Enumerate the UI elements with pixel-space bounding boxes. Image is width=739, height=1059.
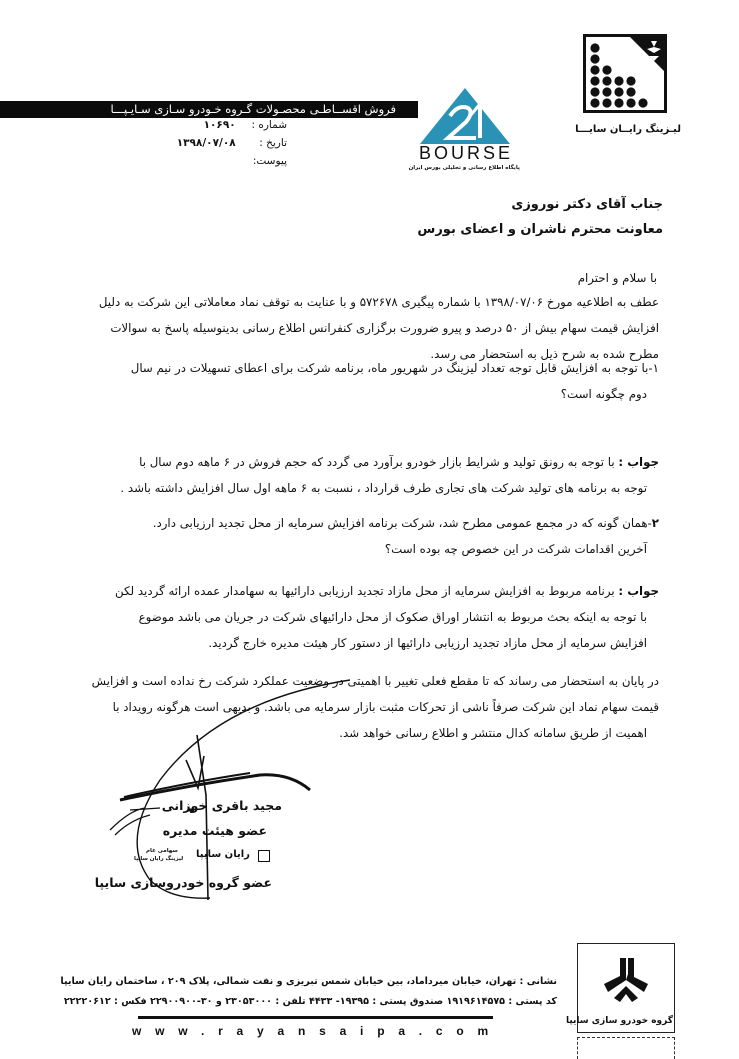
bourse-logo xyxy=(410,86,520,178)
recipient-name: جناب آقای دکتر نوروزی xyxy=(511,197,663,212)
stamp-company-name: لیزینگ رایان سایپا xyxy=(134,856,184,862)
closing-line: قیمت سهام نماد این شرکت صرفاً ناشی از تحرکات مثبت بازار سرمایه می باشد. و بدیهی است هرگونه رویداد با xyxy=(112,700,659,714)
leasing-name: لیـزینگ رایــان سایـــا xyxy=(575,124,681,135)
recipient-title: معاونت محترم ناشران و اعضای بورس xyxy=(417,222,663,237)
answer-line: افزایش سرمایه از محل مازاد تجدید ارزیابی دارائیها از دستور کار هیئت مدیره خارج گردید. xyxy=(208,636,647,650)
bourse-subtitle: پایگاه اطلاع رسانی و تحلیلی بورس ایران xyxy=(408,165,520,171)
leasing-rayan-saipa-logo xyxy=(577,31,681,141)
answer-text: با توجه به رونق تولید و شرایط بازار خودرو برآورد می گردد که حجم فروش در ۶ ماهه دوم سال با xyxy=(139,455,619,469)
answer-1 xyxy=(39,449,659,501)
greeting: با سلام و احترام xyxy=(577,271,657,285)
stamp-logo-icon xyxy=(258,850,270,862)
footer-divider xyxy=(138,1016,493,1019)
answer-line: با توجه به اینکه بحث مربوط به انتشار اوراق صکوک از محل دارائیهای شرکت در جریان می باشد موضوع xyxy=(138,610,647,624)
footer-website: www.rayansaipa.com xyxy=(132,1024,503,1038)
letter-attachment xyxy=(239,155,287,167)
header-banner xyxy=(0,101,418,118)
question-text: -همان گونه که در مجمع عمومی مطرح شد، شرکت برنامه افزایش سرمایه از محل تجدید ارزیابی دارد. xyxy=(152,516,652,530)
closing-line: در پایان به استحضار می رساند که تا مقطع فعلی تغییر با اهمیتی در وضعیت عملکرد شرکت رخ نداده است و افزایش xyxy=(91,674,659,688)
saipa-group-logo xyxy=(566,943,675,1033)
number-label: شماره : xyxy=(251,119,287,131)
number-value: ۱۰۶۹۰ xyxy=(203,119,236,131)
intro-line: افزایش قیمت سهام بیش از ۵۰ درصد و پیرو ضرورت برگزاری کنفرانس اطلاع رسانی بدینوسیله پاسخ به سوالات xyxy=(110,321,659,335)
intro-line: عطف به اطلاعیه مورخ ۱۳۹۸/۰۷/۰۶ با شماره پیگیری ۵۷۲۶۷۸ و با عنایت به توقف نماد معاملاتی این شرکت به دلیل xyxy=(98,295,659,309)
signatory-title: عضو هیئت مدیره xyxy=(162,823,267,838)
handwritten-signature-icon xyxy=(100,660,360,910)
bourse-triangle-icon xyxy=(410,86,520,146)
closing-line: اهمیت از طریق سامانه کدال منتشر و اطلاع رسانی خواهد شد. xyxy=(339,726,647,740)
stamp-brand: رایان سایپا xyxy=(196,849,250,860)
footer-contact: کد پستی : ۱۹۱۹۶۱۴۵۷۵ صندوق پستی : ۱۹۳۹۵- ۴۴۳۳ تلفن : ۲۳۰۵۳۰۰۰ و ۳۰-۲۲۹۰۰۹۰۰ فکس : ۲۲۲۲۰۶۱۲ xyxy=(63,996,557,1007)
answer-line: توجه به برنامه های تولید شرکت های تجاری طرف قرارداد ، نسبت به ۶ ماهه اول سال افزایش داشته باشد . xyxy=(120,481,647,495)
answer-label: جواب : xyxy=(618,584,659,598)
footer-address: نشانی : تهران، خیابان میرداماد، بین خیابان شمس تبریزی و نفت شمالی، پلاک ۲۰۹ ، ساختمان رایان سایپا xyxy=(60,976,557,987)
answer-label: جواب : xyxy=(618,455,659,469)
question-1 xyxy=(39,355,659,407)
leasing-dots-icon xyxy=(583,34,667,113)
page-stub-frame xyxy=(577,1037,675,1059)
bourse-wordmark: BOURSE xyxy=(418,143,514,163)
answer-2 xyxy=(39,578,659,656)
question-line: ۱-با توجه به افزایش قابل توجه تعداد لیزینگ در شهریور ماه، برنامه شرکت برای اعطای تسهیلات در نیم سال xyxy=(130,361,659,375)
signatory-group: عضو گروه خودروسازی سایپا xyxy=(94,875,272,890)
letter-number xyxy=(204,119,287,131)
banner-text: فروش اقســاطـی محصـولات گـروه خـودرو سـازی سـایـپـــا xyxy=(110,102,396,116)
question-number: ۲ xyxy=(651,516,659,530)
stamp-company-type: سهامی عام xyxy=(146,848,178,854)
question-line: دوم چگونه است؟ xyxy=(560,387,647,401)
company-stamp xyxy=(134,848,274,870)
date-value: ۱۳۹۸/۰۷/۰۸ xyxy=(176,137,236,149)
attachment-label: پیوست: xyxy=(252,155,287,167)
saipa-group-name: گروه خودرو سازی سایپا xyxy=(566,1016,673,1026)
question-line: آخرین اقدامات شرکت در این خصوص چه بوده است؟ xyxy=(384,542,647,556)
intro-line: مطرح شده به شرح ذیل به استحضار می رسد. xyxy=(430,347,659,361)
date-label: تاریخ : xyxy=(259,137,287,149)
saipa-emblem-icon xyxy=(600,954,652,1006)
letter-date xyxy=(177,137,287,149)
signatory-name: مجید باقری خوزانی xyxy=(161,798,282,813)
question-2 xyxy=(39,510,659,562)
answer-text: برنامه مربوط به افزایش سرمایه از محل مازاد تجدید ارزیابی دارائیها به سهامدار عمده ارائه گردید لکن xyxy=(115,584,619,598)
